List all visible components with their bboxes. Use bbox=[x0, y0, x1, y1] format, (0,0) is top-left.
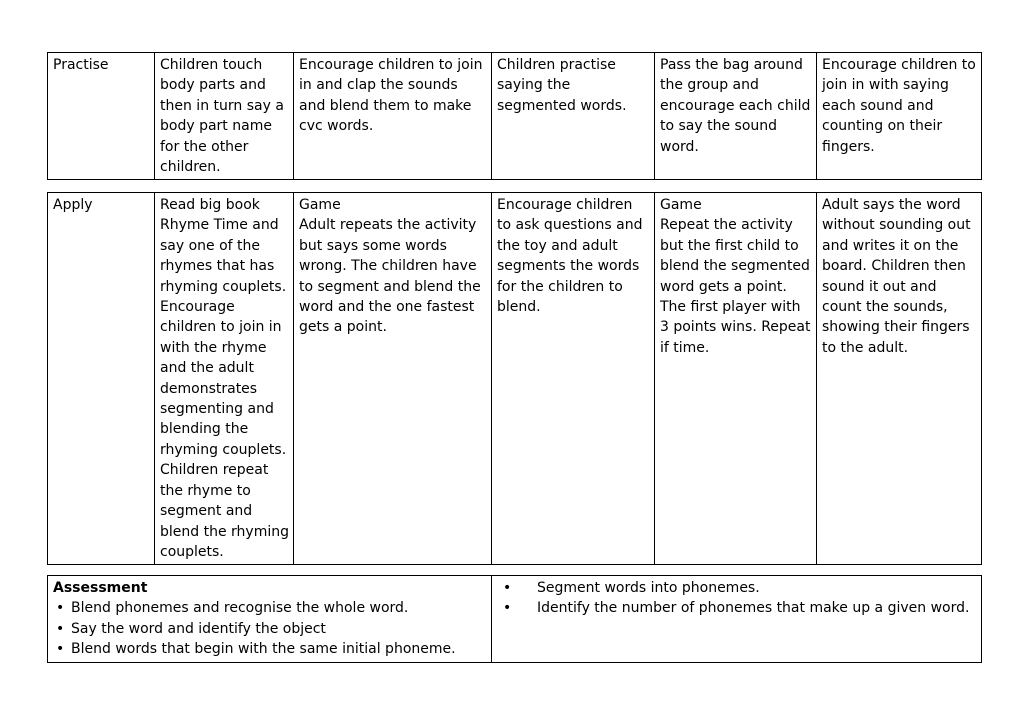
assessment-left-item: • Say the word and identify the object bbox=[53, 619, 487, 639]
row-label-apply: Apply bbox=[48, 193, 155, 565]
assessment-right-cell bbox=[492, 576, 982, 663]
apply-cell-1: Read big book Rhyme Time and say one of the rhymes that has rhyming couplets. Encourage children to join in with the rhyme and the adult demonstrates segmenting and blending the rhyming couplets. Children repeat the rhyme to segment and blend the rhyming couplets. bbox=[155, 193, 294, 565]
apply-cell-4: Game Repeat the activity but the first child to blend the segmented word gets a point. The first player with 3 points wins. Repeat if time. bbox=[655, 193, 817, 565]
practise-cell-3: Children practise saying the segmented words. bbox=[492, 53, 655, 180]
assessment-row bbox=[48, 576, 982, 663]
assessment-left-cell bbox=[48, 576, 492, 663]
assessment-table bbox=[47, 575, 982, 663]
row-label-practise: Practise bbox=[48, 53, 155, 180]
apply-cell-2: Game Adult repeats the activity but says some words wrong. The children have to segment and blend the word and the one fastest gets a point. bbox=[294, 193, 492, 565]
assessment-heading: Assessment bbox=[53, 580, 148, 596]
practise-cell-4: Pass the bag around the group and encourage each child to say the sound word. bbox=[655, 53, 817, 180]
assessment-left-list bbox=[53, 598, 487, 659]
apply-cell-3: Encourage children to ask questions and the toy and adult segments the words for the children to blend. bbox=[492, 193, 655, 565]
assessment-right-item: • Identify the number of phonemes that make up a given word. bbox=[497, 598, 977, 618]
apply-row bbox=[48, 193, 982, 565]
apply-cell-5: Adult says the word without sounding out and writes it on the board. Children then sound it out and count the sounds, showing their fingers to the adult. bbox=[817, 193, 982, 565]
assessment-left-item: • Blend words that begin with the same initial phoneme. bbox=[53, 639, 487, 659]
apply-table bbox=[47, 192, 982, 565]
practise-cell-1: Children touch body parts and then in turn say a body part name for the other children. bbox=[155, 53, 294, 180]
practise-cell-2: Encourage children to join in and clap the sounds and blend them to make cvc words. bbox=[294, 53, 492, 180]
practise-row bbox=[48, 53, 982, 180]
assessment-left-item: • Blend phonemes and recognise the whole word. bbox=[53, 598, 487, 618]
assessment-right-list bbox=[497, 578, 977, 619]
practise-cell-5: Encourage children to join in with saying each sound and counting on their fingers. bbox=[817, 53, 982, 180]
assessment-right-item: • Segment words into phonemes. bbox=[497, 578, 977, 598]
practise-table bbox=[47, 52, 982, 180]
